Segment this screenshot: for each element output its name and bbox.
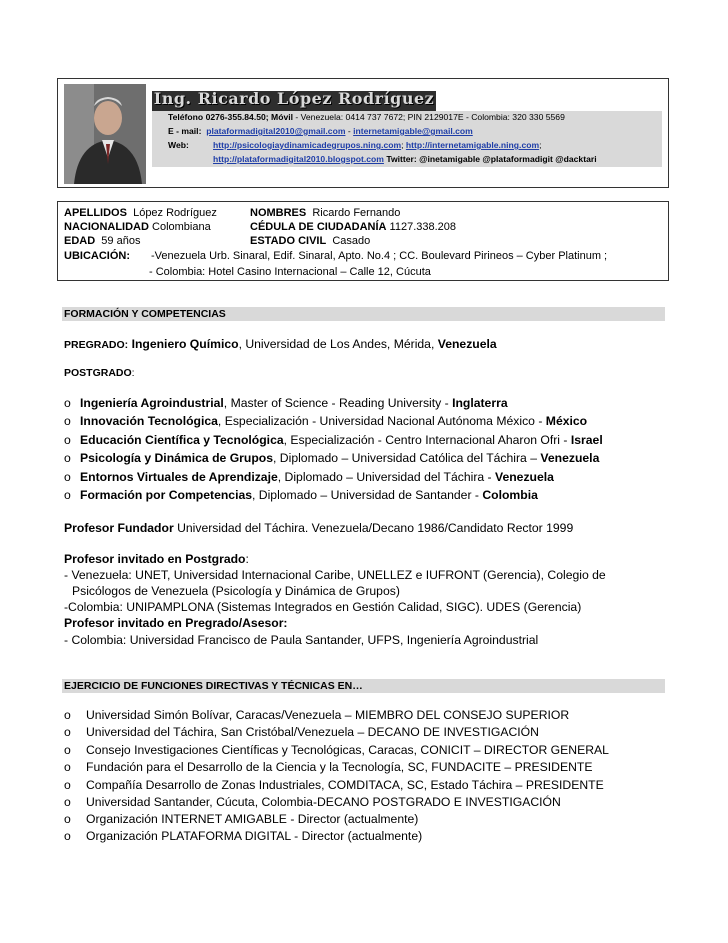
ejercicio-item xyxy=(64,794,561,810)
postgrado-title: Psicología y Dinámica de Grupos xyxy=(80,451,274,465)
postgrado-country: Israel xyxy=(570,433,603,447)
web-link-1[interactable]: http://psicologiaydinamicadegrupos.ning.com xyxy=(213,140,402,150)
mobile-value: - Venezuela: 0414 737 7672; PIN 2129017E - Colombia: 320 330 5569 xyxy=(295,112,565,122)
bullet-marker: o xyxy=(64,708,71,722)
bullet-marker: o xyxy=(64,778,71,792)
estado-value: Casado xyxy=(332,235,371,247)
web-line-1 xyxy=(213,139,542,152)
ejercicio-item xyxy=(64,742,609,758)
bullet-marker: o xyxy=(64,760,71,774)
section-ejercicio-title: EJERCICIO DE FUNCIONES DIRECTIVAS Y TÉCNICAS EN… xyxy=(62,679,665,693)
cedula-value: 1127.338.208 xyxy=(389,221,457,233)
candidate-name: Ing. Ricardo López Rodríguez xyxy=(153,89,435,108)
postgrado-detail: , Master of Science - Reading University - xyxy=(223,396,449,410)
bullet-marker: o xyxy=(64,812,71,826)
apellidos-label: APELLIDOS xyxy=(64,207,127,219)
web-label: Web: xyxy=(168,140,189,150)
ejercicio-item xyxy=(64,707,569,723)
email-separator: - xyxy=(347,126,351,136)
ubicacion-venezuela: -Venezuela Urb. Sinaral, Edif. Sinaral, Apto. No.4 ; CC. Boulevard Pirineos – Cyber Platinum ; xyxy=(151,250,608,262)
postgrado-item xyxy=(64,413,587,429)
invitado-postgrado-line-3: -Colombia: UNIPAMPLONA (Sistemas Integrados en Gestión Calidad, SIGC). UDES (Gerencia) xyxy=(64,600,582,614)
email-line xyxy=(168,125,473,138)
email-label: E - mail: xyxy=(168,126,202,136)
bullet-marker: o xyxy=(64,470,71,484)
postgrado-item xyxy=(64,450,599,466)
ejercicio-item xyxy=(64,777,604,793)
invitado-pregrado-heading xyxy=(64,615,288,631)
info-line-civil xyxy=(250,233,370,249)
info-line-location-1-value xyxy=(151,248,607,264)
bullet-marker: o xyxy=(64,725,71,739)
info-line-location-2 xyxy=(149,264,431,280)
bullet-marker: o xyxy=(64,829,71,843)
postgrado-country: Colombia xyxy=(482,488,538,502)
ejercicio-item xyxy=(64,759,592,775)
invitado-postgrado-heading xyxy=(64,551,249,567)
postgrado-detail: , Diplomado – Universidad Católica del Táchira – xyxy=(273,451,538,465)
bullet-marker: o xyxy=(64,488,71,502)
invitado-postgrado-line-1: - Venezuela: UNET, Universidad Internacional Caribe, UNELLEZ e IUFRONT (Gerencia), Colegio de xyxy=(64,568,606,582)
postgrado-detail: , Especialización - Centro Internacional Aharon Ofri - xyxy=(283,433,568,447)
invitado-postgrado-colon: : xyxy=(245,552,249,566)
ejercicio-text: Consejo Investigaciones Científicas y Tecnológicas, Caracas, CONICIT – DIRECTOR GENERAL xyxy=(86,743,609,757)
ubicacion-colombia: - Colombia: Hotel Casino Internacional – Calle 12, Cúcuta xyxy=(149,266,431,278)
ejercicio-item xyxy=(64,724,539,740)
twitter-handles: Twitter: @inetamigable @plataformadigit @dacktari xyxy=(386,154,597,164)
mobile-label: Móvil xyxy=(271,112,293,122)
email-link-2[interactable]: internetamigable@gmail.com xyxy=(353,126,473,136)
pregrado-title: Ingeniero Químico xyxy=(131,337,239,351)
phone-label: Teléfono xyxy=(168,112,204,122)
postgrado-title: Formación por Competencias xyxy=(80,488,253,502)
bullet-marker: o xyxy=(64,414,71,428)
ejercicio-text: Universidad Simón Bolívar, Caracas/Venezuela – MIEMBRO DEL CONSEJO SUPERIOR xyxy=(86,708,570,722)
ejercicio-text: Universidad Santander, Cúcuta, Colombia-DECANO POSTGRADO E INVESTIGACIÓN xyxy=(86,795,561,809)
edad-label: EDAD xyxy=(64,235,96,247)
pregrado-country: Venezuela xyxy=(437,337,497,351)
section-formacion-title: FORMACIÓN Y COMPETENCIAS xyxy=(62,307,665,321)
bullet-marker: o xyxy=(64,451,71,465)
edad-value: 59 años xyxy=(101,235,141,247)
fundador-label: Profesor Fundador xyxy=(64,521,174,535)
apellidos-value: López Rodríguez xyxy=(133,207,217,219)
web-link-2[interactable]: http://internetamigable.ning.com xyxy=(405,140,540,150)
postgrado-item xyxy=(64,487,538,503)
web-separator: ; xyxy=(401,140,404,150)
ejercicio-text: Fundación para el Desarrollo de la Ciencia y la Tecnología, SC, FUNDACITE – PRESIDENTE xyxy=(86,760,593,774)
postgrado-detail: , Diplomado – Universidad del Táchira - xyxy=(277,470,492,484)
invitado-postgrado-label: Profesor invitado en Postgrado xyxy=(64,552,246,566)
invitado-pregrado-label: Profesor invitado en Pregrado/Asesor: xyxy=(64,616,288,630)
web-separator-2: ; xyxy=(539,140,542,150)
pregrado-line xyxy=(64,336,497,353)
postgrado-heading xyxy=(64,364,135,381)
web-line-2 xyxy=(213,153,597,166)
email-link-1[interactable]: plataformadigital2010@gmail.com xyxy=(206,126,346,136)
bullet-marker: o xyxy=(64,795,71,809)
nacionalidad-value: Colombiana xyxy=(152,221,211,233)
phone-value: 0276-355.84.50; xyxy=(205,112,269,122)
nacionalidad-label: NACIONALIDAD xyxy=(64,221,149,233)
postgrado-item xyxy=(64,469,554,485)
postgrado-colon: : xyxy=(131,367,135,379)
postgrado-title: Innovación Tecnológica xyxy=(80,414,218,428)
postgrado-title: Entornos Virtuales de Aprendizaje xyxy=(80,470,278,484)
profile-photo xyxy=(64,84,146,184)
postgrado-item xyxy=(64,395,508,411)
invitado-pregrado-line-1: - Colombia: Universidad Francisco de Paula Santander, UFPS, Ingeniería Agroindustrial xyxy=(64,633,539,647)
bullet-marker: o xyxy=(64,396,71,410)
postgrado-title: Ingeniería Agroindustrial xyxy=(80,396,224,410)
bullet-marker: o xyxy=(64,743,71,757)
phone-line xyxy=(168,111,565,124)
web-label-line xyxy=(168,139,189,152)
postgrado-country: Venezuela xyxy=(540,451,600,465)
ejercicio-item xyxy=(64,811,418,827)
postgrado-country: Venezuela xyxy=(495,470,554,484)
postgrado-country: Inglaterra xyxy=(452,396,508,410)
nombres-label: NOMBRES xyxy=(250,207,307,219)
cedula-label: CÉDULA DE CIUDADANÍA xyxy=(250,221,387,233)
profesor-fundador-line xyxy=(64,520,573,536)
postgrado-title: Educación Científica y Tecnológica xyxy=(80,433,284,447)
ejercicio-item xyxy=(64,828,422,844)
ejercicio-text: Universidad del Táchira, San Cristóbal/Venezuela – DECANO DE INVESTIGACIÓN xyxy=(86,725,539,739)
postgrado-detail: , Especialización - Universidad Nacional Autónoma México - xyxy=(217,414,543,428)
invitado-postgrado-line-2: Psicólogos de Venezuela (Psicología y Dinámica de Grupos) xyxy=(72,584,400,598)
web-link-3[interactable]: http://plataformadigital2010.blogspot.com xyxy=(213,154,384,164)
ejercicio-text: Organización INTERNET AMIGABLE - Director (actualmente) xyxy=(86,812,419,826)
estado-label: ESTADO CIVIL xyxy=(250,235,327,247)
pregrado-label: PREGRADO: xyxy=(64,339,129,351)
pregrado-institution: , Universidad de Los Andes, Mérida, xyxy=(238,337,435,351)
ejercicio-text: Compañía Desarrollo de Zonas Industriales, COMDITACA, SC, Estado Táchira – PRESIDENTE xyxy=(86,778,604,792)
postgrado-label: POSTGRADO xyxy=(64,367,132,379)
bullet-marker: o xyxy=(64,433,71,447)
postgrado-item xyxy=(64,432,603,448)
ejercicio-text: Organización PLATAFORMA DIGITAL - Director (actualmente) xyxy=(86,829,423,843)
nombres-value: Ricardo Fernando xyxy=(312,207,401,219)
fundador-text: Universidad del Táchira. Venezuela/Decano 1986/Candidato Rector 1999 xyxy=(177,521,574,535)
info-line-location-1 xyxy=(64,248,130,264)
contact-block xyxy=(152,111,662,167)
postgrado-country: México xyxy=(545,414,588,428)
ubicacion-label: UBICACIÓN: xyxy=(64,250,130,262)
info-line-age xyxy=(64,233,140,249)
person-silhouette-icon xyxy=(64,84,146,184)
postgrado-detail: , Diplomado – Universidad de Santander - xyxy=(252,488,479,502)
